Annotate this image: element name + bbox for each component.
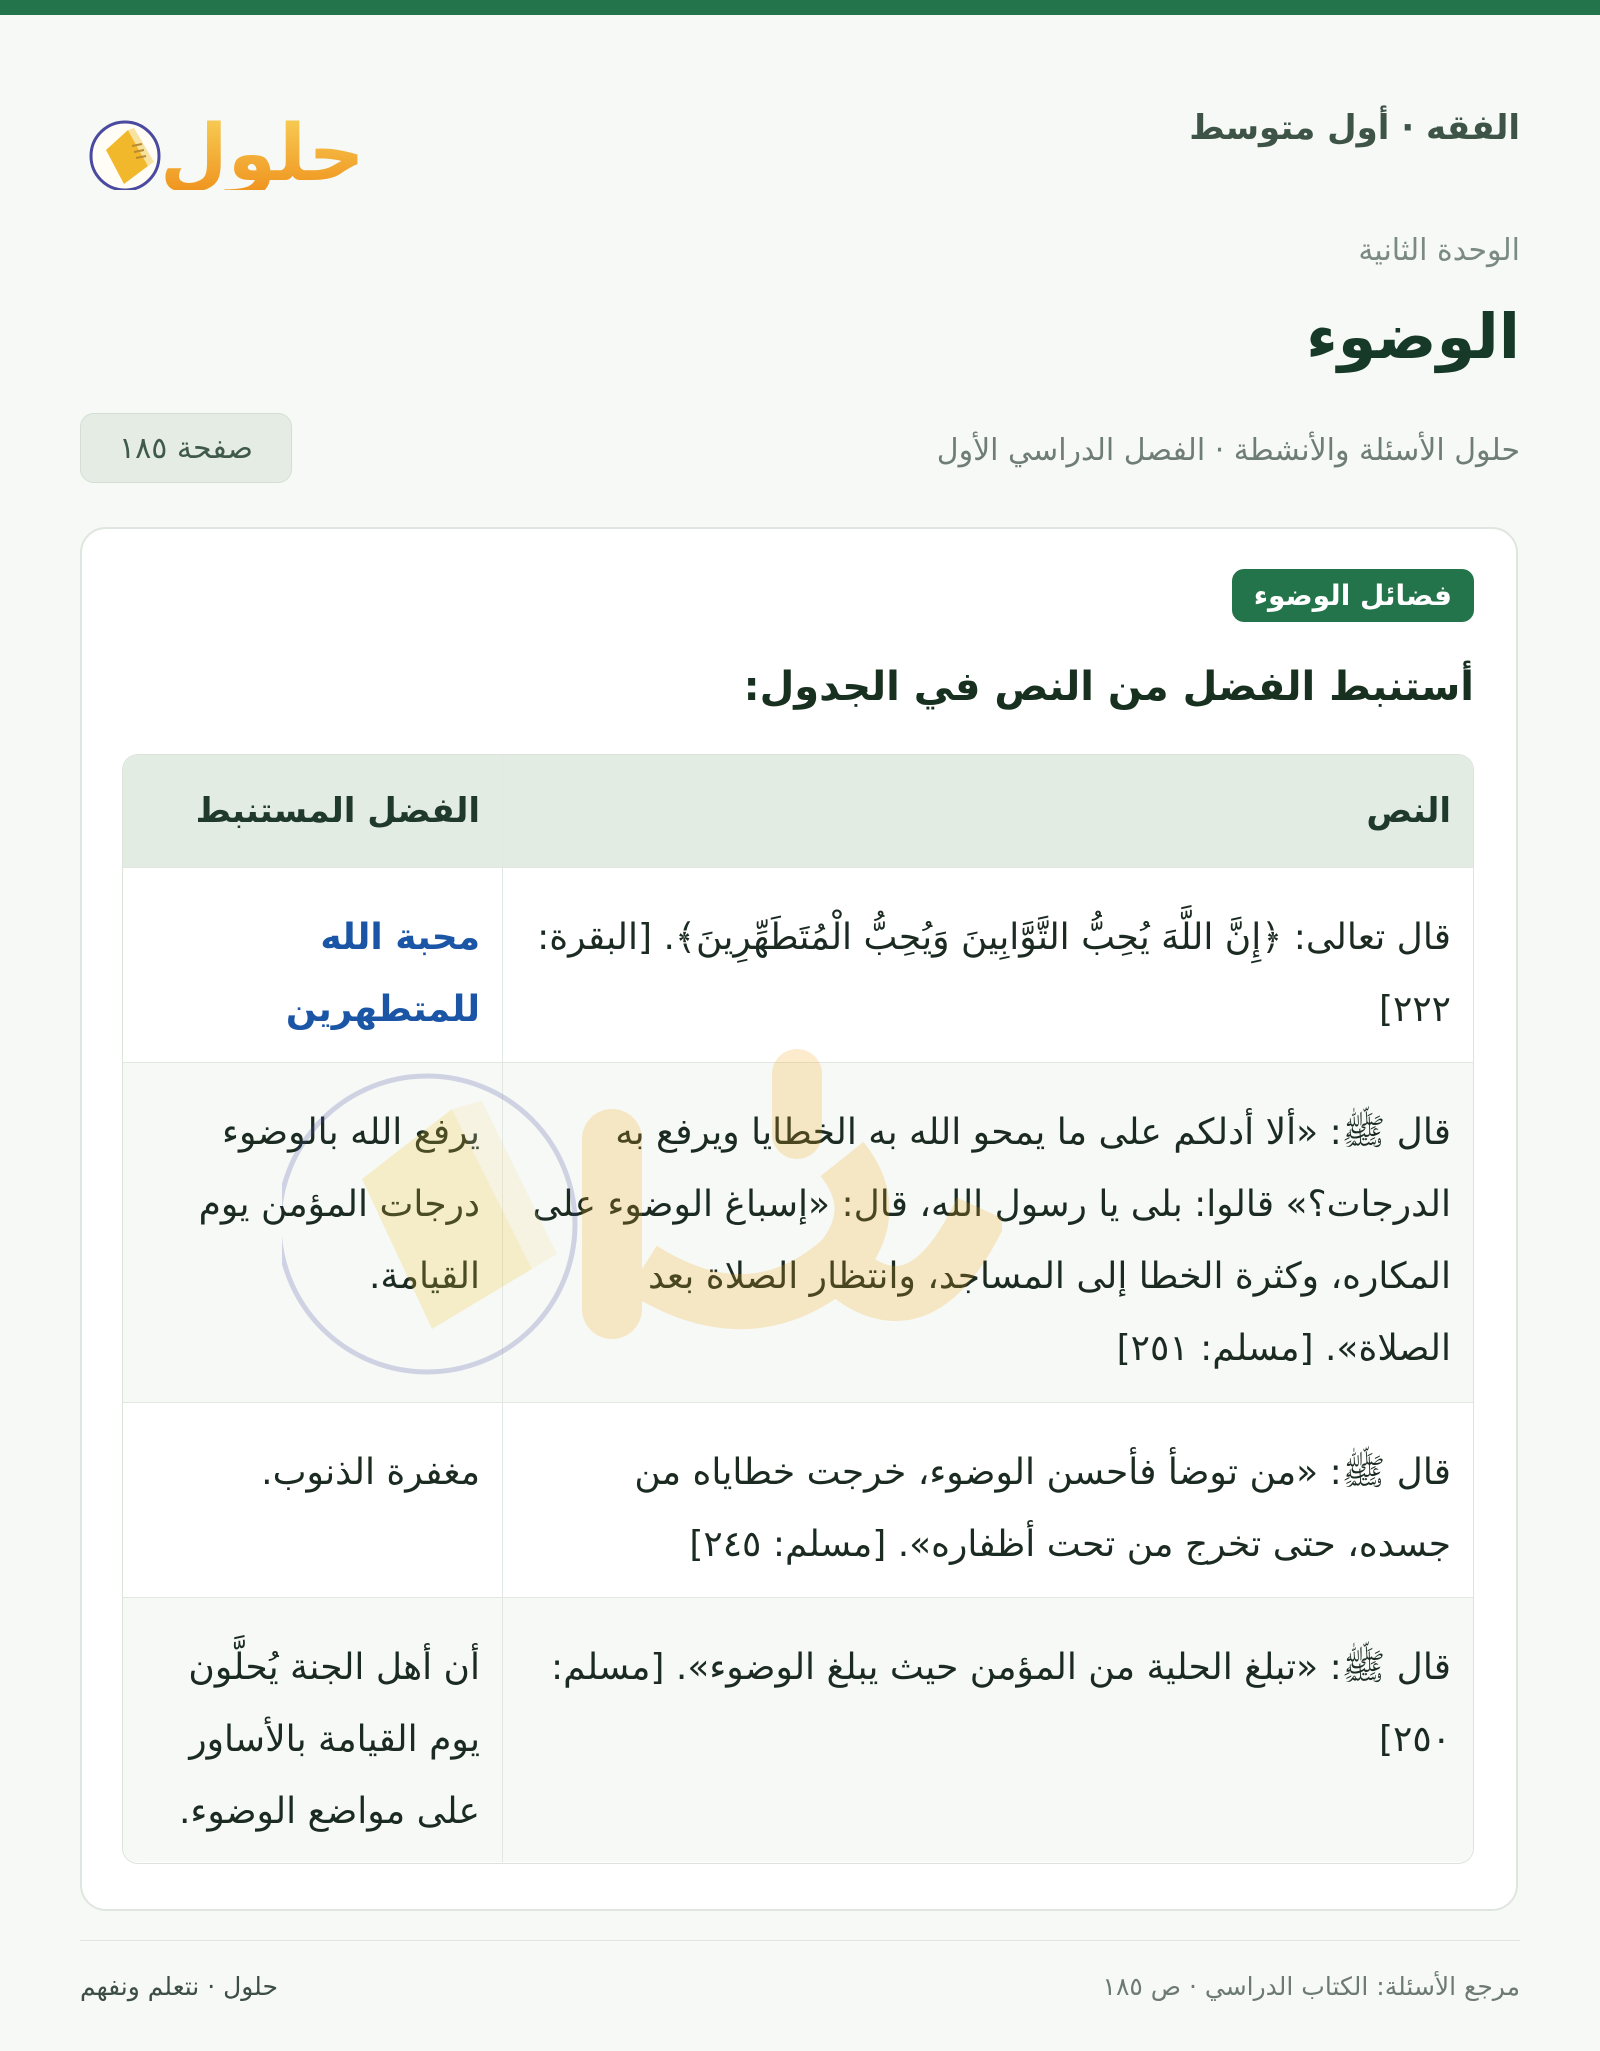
footer-divider xyxy=(80,1940,1520,1941)
virtue-cell: يرفع الله بالوضوء درجات المؤمن يوم القيامة. xyxy=(123,1063,503,1403)
book-icon xyxy=(80,70,370,190)
section-meta: حلول الأسئلة والأنشطة · الفصل الدراسي الأول xyxy=(936,433,1520,468)
table-row xyxy=(123,868,1473,1063)
table-row xyxy=(123,1403,1473,1598)
footer-brand: حلول · نتعلم ونفهم xyxy=(80,1972,278,2001)
page xyxy=(80,15,1520,2051)
footer-reference: مرجع الأسئلة: الكتاب الدراسي · ص ١٨٥ xyxy=(1102,1972,1520,2001)
header-virtue: الفضل المستنبط xyxy=(123,755,503,868)
header xyxy=(80,70,1520,190)
table-header-row xyxy=(123,755,1473,868)
virtues-table xyxy=(122,754,1474,1864)
section-badge: فضائل الوضوء xyxy=(1232,569,1474,622)
text-cell: قال ﷺ: «من توضأ فأحسن الوضوء، خرجت خطاياه من جسده، حتى تخرج من تحت أظفاره». [مسلم: ٢٤٥] xyxy=(503,1403,1474,1598)
header-text: النص xyxy=(503,755,1474,868)
virtue-cell: مغفرة الذنوب. xyxy=(123,1403,503,1598)
top-accent-bar xyxy=(0,0,1600,15)
table-row xyxy=(123,1063,1473,1403)
logo[interactable] xyxy=(80,70,370,190)
text-cell: قال ﷺ: «ألا أدلكم على ما يمحو الله به الخطايا ويرفع به الدرجات؟» قالوا: بلى يا رسول الله، قال: «إسباغ الوضوء على المكاره، وكثرة الخطا إلى المساجد، وانتظار الصلاة بعد الصلاة». [مسلم: ٢٥١] xyxy=(503,1063,1474,1403)
content-card xyxy=(80,527,1518,1911)
text-cell: قال ﷺ: «تبلغ الحلية من المؤمن حيث يبلغ الوضوء». [مسلم: ٢٥٠] xyxy=(503,1598,1474,1863)
table-row xyxy=(123,1598,1473,1863)
text-cell: قال تعالى: ﴿إِنَّ اللَّهَ يُحِبُّ التَّوَّابِينَ وَيُحِبُّ الْمُتَطَهِّرِينَ﴾. [البقرة: ٢٢٢] xyxy=(503,868,1474,1063)
subject-label: الفقه · أول متوسط xyxy=(1189,108,1520,148)
virtue-cell: أن أهل الجنة يُحلَّون يوم القيامة بالأساور على مواضع الوضوء. xyxy=(123,1598,503,1863)
question-prompt: أستنبط الفضل من النص في الجدول: xyxy=(743,664,1474,710)
unit-label: الوحدة الثانية xyxy=(1358,233,1520,268)
page-number-badge: صفحة ١٨٥ xyxy=(80,413,292,483)
page-title: الوضوء xyxy=(1306,300,1520,373)
logo-text: حلول xyxy=(160,109,365,190)
virtue-cell: محبة الله للمتطهرين xyxy=(123,868,503,1063)
